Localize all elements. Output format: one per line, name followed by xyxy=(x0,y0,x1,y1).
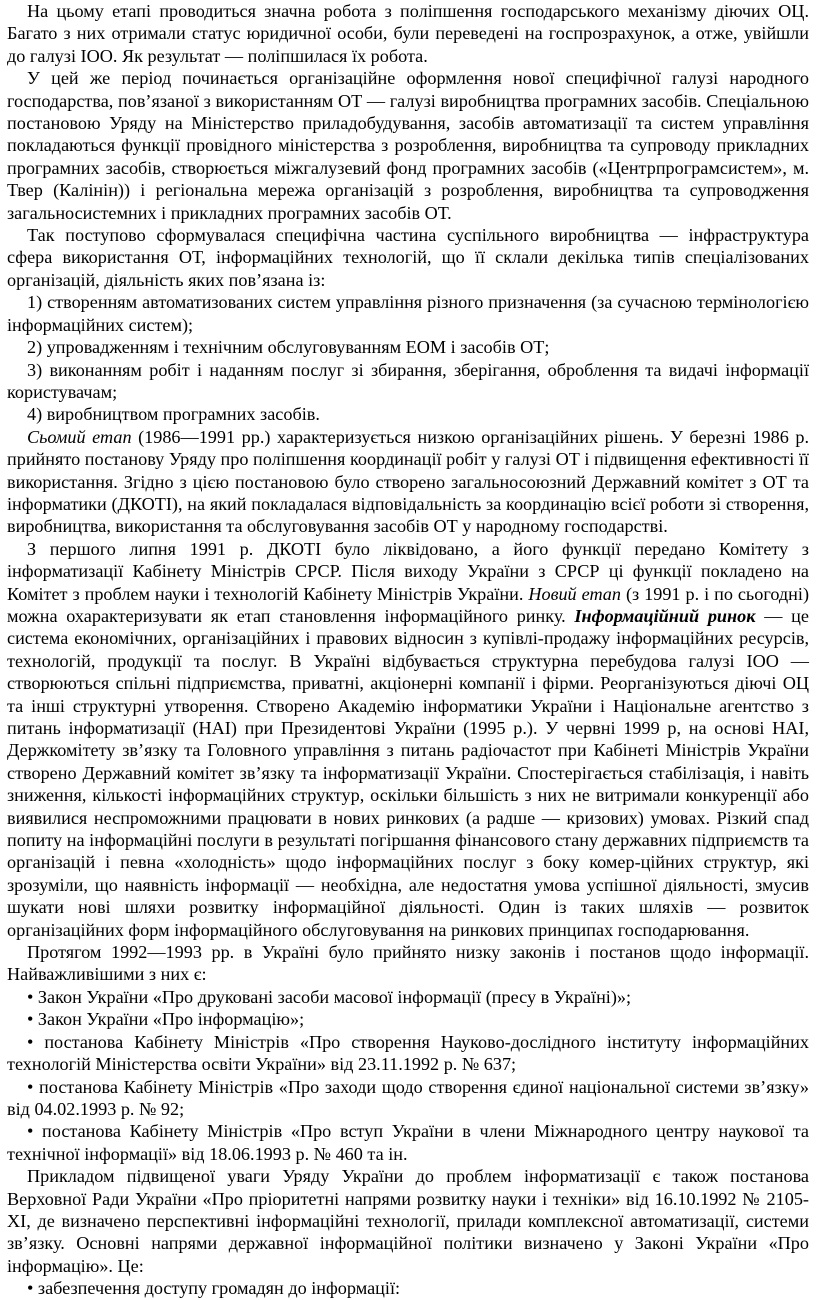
new-stage-term: Новий етап xyxy=(528,583,621,604)
law-item-2: • Закон України «Про інформацію»; xyxy=(27,1009,305,1030)
law-item-4: • постанова Кабінету Міністрів «Про заходи щодо створення єдиної національної системи зв’язку» від 04.02.1993 р. № 92; xyxy=(7,1076,809,1119)
list-item-2: 2) упровадженням і технічним обслуговуванням ЕОМ і засобів ОТ; xyxy=(27,337,550,358)
laws-intro: Протягом 1992—1993 рр. в Україні було прийнято низку законів і постанов щодо інформації. Найважливішими з них є: xyxy=(7,942,809,985)
list-item-3: 3) виконанням робіт і наданням послуг зі збирання, зберігання, оброблення та видачі інформації користувачам; xyxy=(7,359,809,402)
paragraph-new-stage xyxy=(7,538,809,941)
new-stage-text-3: — це система економічних, організаційних і правових відносин з купівлі-продажу інформаційних ресурсів, технологій, продукції та послуг. В Україні відбувається структурна перебудова галузі ІОО — створюються спільні підприємства, приватні, акціонерні компанії і фірми. Реорганізуються діючі ОЦ та інші структурні утворення. Створено Академію інформатики України і Національне агентство з питань інформатизації (НАІ) при Президентові України (1995 р.). У червні 1999 р, на основі НАІ, Держкомітету зв’язку та Головного управління з питань радіочастот при Кабінеті Міністрів України створено Державний комітет зв’язку та інформатизації України. Спостерігається стабілізація, і навіть зниження, кількості інформаційних структур, оскільки більшість з них не витримали конкуренції або виявилися неспроможними працювати в нових ринкових (а радше — кризових) умовах. Різкий спад попиту на інформаційні послуги в результаті погіршання фінансового стану державних підприємств та організацій і певна «холодність» щодо інформаційних послуг з боку комер-ційних структур, які зрозуміли, що наявність інформації — необхідна, але недостатня умова успішної діяльності, змусив шукати нові шляхи розвитку інформаційної діяльності. Один із таких шляхів — розвиток організаційних форм інформаційного обслуговування на ринкових принципах господарювання. xyxy=(7,605,809,940)
law-item-1: • Закон України «Про друковані засоби масової інформації (пресу в Україні)»; xyxy=(27,986,632,1007)
law-item-3: • постанова Кабінету Міністрів «Про створення Науково-дослідного інституту інформаційних технологій Міністерства освіти України» від 23.11.1992 р. № 637; xyxy=(7,1031,809,1075)
stage-7-text: (1986—1991 рр.) характеризується низкою організаційних рішень. У березні 1986 р. прийнято постанову Уряду про поліпшення координації робіт у галузі ОТ і підвищення ефективності її використання. Згідно з цією постановою було створено загальносоюзний Державний комітет з ОТ та інформатики (ДКОТІ), на який покладалася відповідальність за координацію всієї роботи зі створення, виробництва, використання та обслуговування засобів ОТ у народному господарстві. xyxy=(7,426,809,537)
new-stage-text-1: З першого липня 1991 р. ДКОТІ було ліквідовано, а його функції передано Комітету з інформатизації Кабінету Міністрів СРСР. Після виходу України з СРСР ці функції покладено на Комітет з проблем науки і технологій Кабінету Міністрів України. xyxy=(7,538,809,604)
list-item-4: 4) виробництвом програмних засобів. xyxy=(27,404,320,425)
list-item-1: 1) створенням автоматизованих систем управління різного призначення (за сучасною термінологією інформаційних систем); xyxy=(7,292,809,335)
information-market-term: Інформаційний ринок xyxy=(574,605,756,626)
paragraph-stage-7 xyxy=(7,426,809,538)
paragraph-1: На цьому етапі проводиться значна робота з поліпшення господарського механізму діючих ОЦ. Багато з них отримали статус юридичної особи, були переведені на госпрозрахунок, а отже, увійшли до галузі ІОО. Як результат — поліпшилася їх робота. xyxy=(7,1,809,66)
new-stage-text-2: (з 1991 р. і по сьогодні) можна охарактеризувати як етап становлення інформаційного ринку. xyxy=(7,583,809,626)
paragraph-3: Так поступово сформувалася специфічна частина суспільного виробництва — інфраструктура сфера використання ОТ, інформаційних технологій, що її склали декілька типів спеціалізованих організацій, діяльність яких пов’язана із: xyxy=(7,225,809,290)
last-bullet: • забезпечення доступу громадян до інформації: xyxy=(27,1278,401,1299)
closing-paragraph: Прикладом підвищеної уваги Уряду України до проблем інформатизації є також постанова Верховної Ради України «Про пріоритетні напрями розвитку науки і техніки» від 16.10.1992 № 2105-ХІ, де визначено перспективні інформаційні технології, прилади комплексної автоматизації, системи зв’язку. Основні напрями державної інформаційної політики визначено у Законі України «Про інформацію». Це: xyxy=(7,1166,809,1276)
paragraph-2: У цей же період починається організаційне оформлення нової специфічної галузі народного господарства, пов’язаної з використанням ОТ — галузі виробництва програмних засобів. Спеціальною постановою Уряду на Міністерство приладобудування, засобів автоматизації та систем управління покладаються функції провідного міністерства з розроблення, виробництва та супроводу прикладних програмних засобів, створюється міжгалузевий фонд програмних засобів («Центрпрограмсистем», м. Твер (Калінін)) і регіональна мережа організацій з розроблення, виробництва та супроводження загальносистемних і прикладних програмних засобів ОТ. xyxy=(7,68,809,223)
law-item-5: • постанова Кабінету Міністрів «Про вступ України в члени Міжнародного центру наукової та технічної інформації» від 18.06.1993 р. № 460 та ін. xyxy=(7,1121,809,1164)
stage-7-term: Сьомий етап xyxy=(27,426,132,447)
